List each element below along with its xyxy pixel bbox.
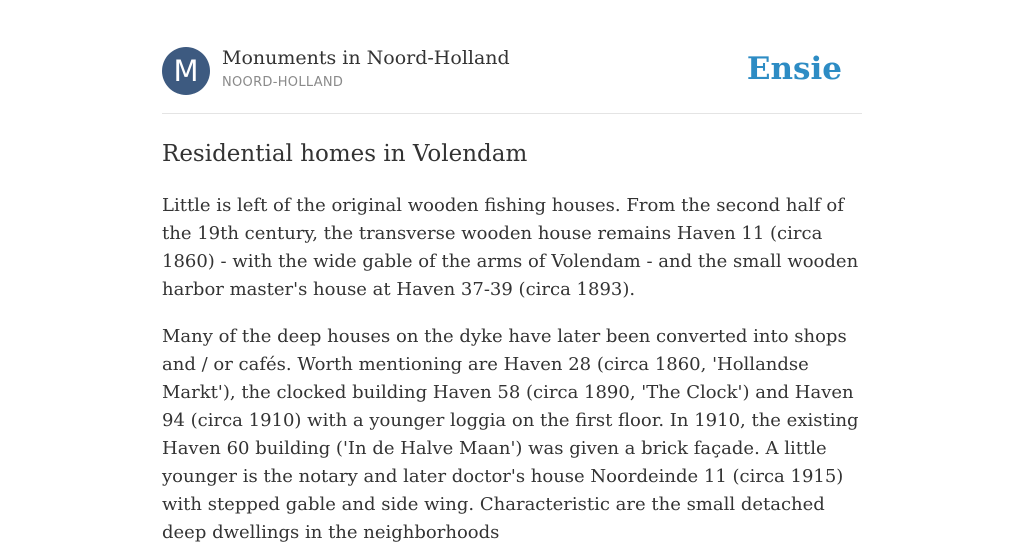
brand-logo[interactable]: Ensie: [746, 51, 842, 87]
avatar[interactable]: M: [162, 47, 210, 95]
source-subtitle[interactable]: NOORD-HOLLAND: [222, 75, 344, 90]
article-container: [162, 46, 862, 547]
source-title[interactable]: Monuments in Noord-Holland: [222, 47, 510, 69]
article-paragraph: Many of the deep houses on the dyke have later been converted into shops and / or cafés. Worth mentioning are Haven 28 (circa 1860, 'Hollandse Markt'), the clocked building Haven 58 (circa 1890, 'The Clock') and Haven 94 (circa 1910) with a younger loggia on the first floor. In 1910, the existing Haven 60 building ('In de Halve Maan') was given a brick façade. A little younger is the notary and later doctor's house Noordeinde 11 (circa 1915) with stepped gable and side wing. Characteristic are the small detached deep dwellings in the neighborhoods: [162, 326, 859, 543]
source-header: [162, 46, 862, 114]
article-paragraph: Little is left of the original wooden fishing houses. From the second half of the 19th century, the transverse wooden house remains Haven 11 (circa 1860) - with the wide gable of the arms of Volendam - and the small wooden harbor master's house at Haven 37-39 (circa 1893).: [162, 195, 859, 300]
article-title: Residential homes in Volendam: [162, 141, 528, 167]
